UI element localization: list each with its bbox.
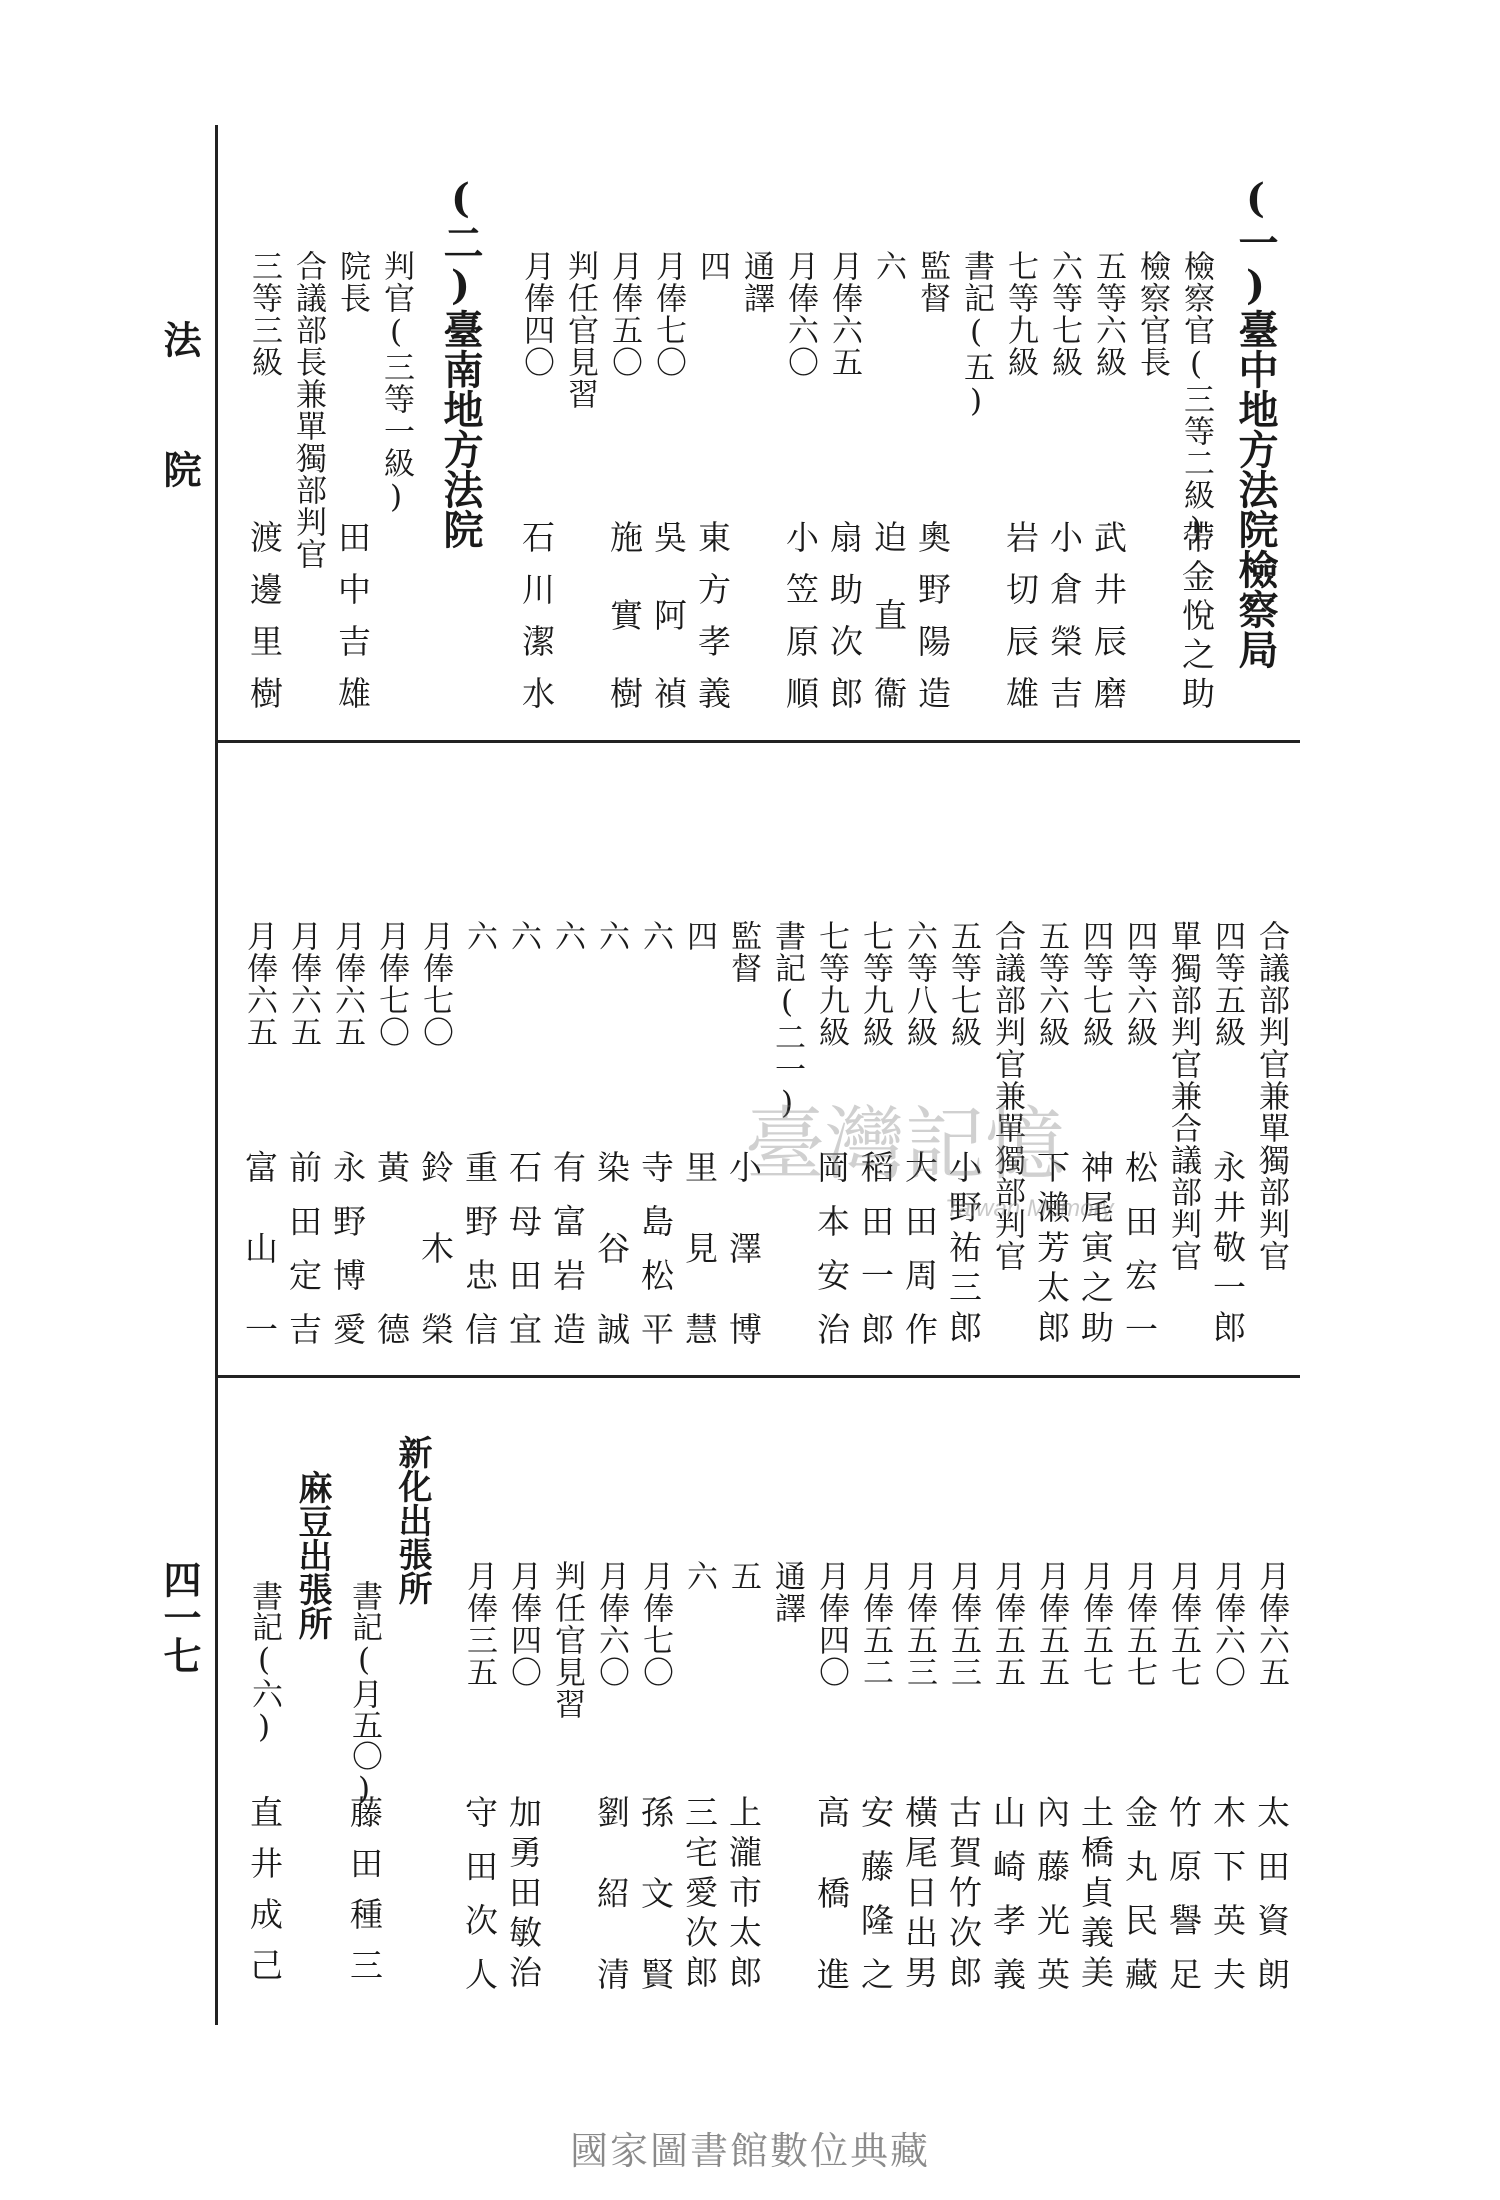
entry-rank: 監督	[914, 250, 950, 314]
entry-name: 田中吉雄	[333, 520, 372, 728]
entry-rank: 書記(五)	[958, 250, 994, 420]
entry-rank: 六	[681, 1560, 717, 1592]
entry-name: 山崎孝義	[988, 1795, 1027, 2011]
entry-name: 東方孝義	[693, 520, 732, 728]
entry-name: 大田周作	[900, 1150, 939, 1366]
entry-name: 帶金悅之助	[1177, 520, 1216, 715]
entry-rank: 月俸五七	[1165, 1560, 1201, 1688]
entry-name: 重野忠信	[460, 1150, 499, 1366]
entry-rank: 月俸五七	[1077, 1560, 1113, 1688]
entry-rank: 判任官見習	[562, 250, 598, 410]
entry-rank: 合議部判官兼單獨部判官	[989, 920, 1025, 1272]
entry-rank: 月俸五五	[989, 1560, 1025, 1688]
entry-rank: 月俸六〇	[782, 250, 818, 378]
entry-rank: 通譯	[769, 1560, 805, 1624]
entry-rank: 合議部長兼單獨部判官	[290, 250, 326, 570]
entry-name: 小笠原順	[781, 520, 820, 728]
entry-rank: 月俸六五	[826, 250, 862, 378]
entry-name: 石母田宜	[504, 1150, 543, 1366]
entry-rank: 通譯	[738, 250, 774, 314]
entry-rank: 四等七級	[1077, 920, 1113, 1048]
entry-rank: 月俸四〇	[813, 1560, 849, 1688]
sidebar-label-bottom: 院	[157, 450, 202, 488]
entry-rank: 五等六級	[1090, 250, 1126, 378]
entry-name: 渡邊里樹	[245, 520, 284, 728]
entry-name: 永野博愛	[328, 1150, 367, 1366]
entry-name: 古賀竹次郎	[944, 1795, 983, 1995]
entry-name: 安藤隆之	[856, 1795, 895, 2011]
entry-name: 三宅愛次郎	[680, 1795, 719, 1995]
entry-rank: 院長	[334, 250, 370, 314]
entry-name: 鈴木榮	[416, 1150, 455, 1393]
entry-rank: 月俸七〇	[373, 920, 409, 1048]
entry-name: 加勇田敏治	[504, 1795, 543, 1995]
entry-name: 里見慧	[680, 1150, 719, 1393]
entry-rank: 六	[593, 920, 629, 952]
entry-rank: 檢察官長	[1134, 250, 1170, 378]
entry-rank: 六	[870, 250, 906, 282]
entry-name: 劉紹清	[592, 1795, 631, 2038]
watermark-logo: 臺灣記憶	[745, 1098, 1065, 1191]
entry-rank: 月俸六五	[285, 920, 321, 1048]
entry-rank: 五	[725, 1560, 761, 1592]
entry-name: 孫文賢	[636, 1795, 675, 2038]
entry-rank: 月俸五七	[1121, 1560, 1157, 1688]
entry-name: 前田定吉	[284, 1150, 323, 1366]
entry-name: 土橋貞義美	[1076, 1795, 1115, 1995]
entry-rank: 六	[549, 920, 585, 952]
entry-rank: 月俸七〇	[417, 920, 453, 1048]
entry-rank: 判官(三等一級)	[378, 250, 414, 516]
entry-name: 太田資朗	[1252, 1795, 1291, 2011]
entry-name: 金丸民藏	[1120, 1795, 1159, 2011]
entry-rank: 四	[694, 250, 730, 282]
entry-rank: 月俸五五	[1033, 1560, 1069, 1688]
entry-rank: 月俸六五	[1253, 1560, 1289, 1688]
watermark-subtitle: Taiwan Memory	[945, 1195, 1114, 1222]
entry-rank: 五等七級	[945, 920, 981, 1048]
page-number: 四一七	[157, 1560, 202, 1674]
entry-name: 石川潔水	[517, 520, 556, 728]
entry-rank: 四等六級	[1121, 920, 1157, 1048]
upper-section-rule	[215, 740, 1300, 743]
entry-rank: 五等六級	[1033, 920, 1069, 1048]
entry-rank: 七等九級	[857, 920, 893, 1048]
section1-title: (一)臺中地方法院檢察局	[1232, 175, 1279, 669]
branch1-title: 新化出張所	[392, 1435, 432, 1605]
entry-rank: 月俸三五	[461, 1560, 497, 1688]
entry-name: 小倉榮吉	[1045, 520, 1084, 728]
entry-name: 木下英夫	[1208, 1795, 1247, 2011]
entry-name: 永井敬一郎	[1208, 1150, 1247, 1350]
footer-credit: 國家圖書館數位典藏	[569, 2129, 930, 2173]
branch2-name: 直井成己	[245, 1795, 284, 1999]
branch2-title: 麻豆出張所	[292, 1470, 332, 1640]
entry-name: 染谷誠	[592, 1150, 631, 1393]
entry-name: 黃德	[372, 1150, 411, 1474]
left-vertical-rule	[215, 125, 218, 2025]
entry-name: 吳阿禎	[649, 520, 688, 754]
entry-rank: 書記(二一)	[769, 920, 805, 1122]
entry-rank: 三等三級	[246, 250, 282, 378]
entry-rank: 月俸六五	[329, 920, 365, 1048]
entry-rank: 七等九級	[1002, 250, 1038, 378]
branch1-name: 藤田種三	[345, 1795, 384, 1999]
sidebar-label-top: 法	[157, 320, 202, 358]
entry-rank: 合議部判官兼單獨部判官	[1253, 920, 1289, 1272]
entry-name: 岩切辰雄	[1001, 520, 1040, 728]
entry-rank: 月俸六〇	[593, 1560, 629, 1688]
entry-rank: 四等五級	[1209, 920, 1245, 1048]
entry-name: 稻田一郎	[856, 1150, 895, 1366]
entry-rank: 六	[637, 920, 673, 952]
entry-name: 守田次人	[460, 1795, 499, 2011]
entry-rank: 四	[681, 920, 717, 952]
branch2-rank: 書記(六)	[246, 1580, 282, 1745]
entry-name: 有富岩造	[548, 1150, 587, 1366]
entry-rank: 月俸四〇	[505, 1560, 541, 1688]
entry-rank: 六	[461, 920, 497, 952]
entry-rank: 月俸五二	[857, 1560, 893, 1688]
entry-rank: 六等七級	[1046, 250, 1082, 378]
entry-rank: 月俸六〇	[1209, 1560, 1245, 1688]
entry-name: 神尾寅之助	[1076, 1150, 1115, 1350]
entry-rank: 單獨部判官兼合議部判官	[1165, 920, 1201, 1272]
entry-name: 高橋進	[812, 1795, 851, 2038]
entry-name: 寺島松平	[636, 1150, 675, 1366]
entry-rank: 六等八級	[901, 920, 937, 1048]
entry-rank: 月俸四〇	[518, 250, 554, 378]
entry-name: 橫尾日出男	[900, 1795, 939, 1995]
entry-name: 小野祐三郎	[944, 1150, 983, 1350]
entry-name: 內藤光英	[1032, 1795, 1071, 2011]
entry-name: 施實樹	[605, 520, 644, 754]
entry-name: 武井辰磨	[1089, 520, 1128, 728]
entry-name: 奧野陽造	[913, 520, 952, 728]
entry-rank: 監督	[725, 920, 761, 984]
entry-rank: 六	[505, 920, 541, 952]
entry-name: 松田宏一	[1120, 1150, 1159, 1366]
entry-name: 小澤博	[724, 1150, 763, 1393]
entry-name: 上瀧市太郎	[724, 1795, 763, 1995]
entry-rank: 月俸五三	[945, 1560, 981, 1688]
entry-name: 富山一	[240, 1150, 279, 1393]
entry-rank: 月俸七〇	[650, 250, 686, 378]
entry-name: 下瀨芳太郎	[1032, 1150, 1071, 1350]
entry-rank: 七等九級	[813, 920, 849, 1048]
entry-rank: 判任官見習	[549, 1560, 585, 1720]
entry-rank: 月俸五〇	[606, 250, 642, 378]
entry-rank: 月俸六五	[241, 920, 277, 1048]
entry-name: 竹原譽足	[1164, 1795, 1203, 2011]
entry-name: 扇助次郎	[825, 520, 864, 728]
entry-rank: 月俸七〇	[637, 1560, 673, 1688]
entry-rank: 月俸五三	[901, 1560, 937, 1688]
entry-name: 岡本安治	[812, 1150, 851, 1366]
entry-rank: 檢察官(三等二級)	[1178, 250, 1214, 548]
branch1-rank: 書記(月五〇)	[346, 1580, 382, 1807]
entry-name: 迫直衞	[869, 520, 908, 754]
section2-title: (二)臺南地方法院	[437, 175, 484, 549]
